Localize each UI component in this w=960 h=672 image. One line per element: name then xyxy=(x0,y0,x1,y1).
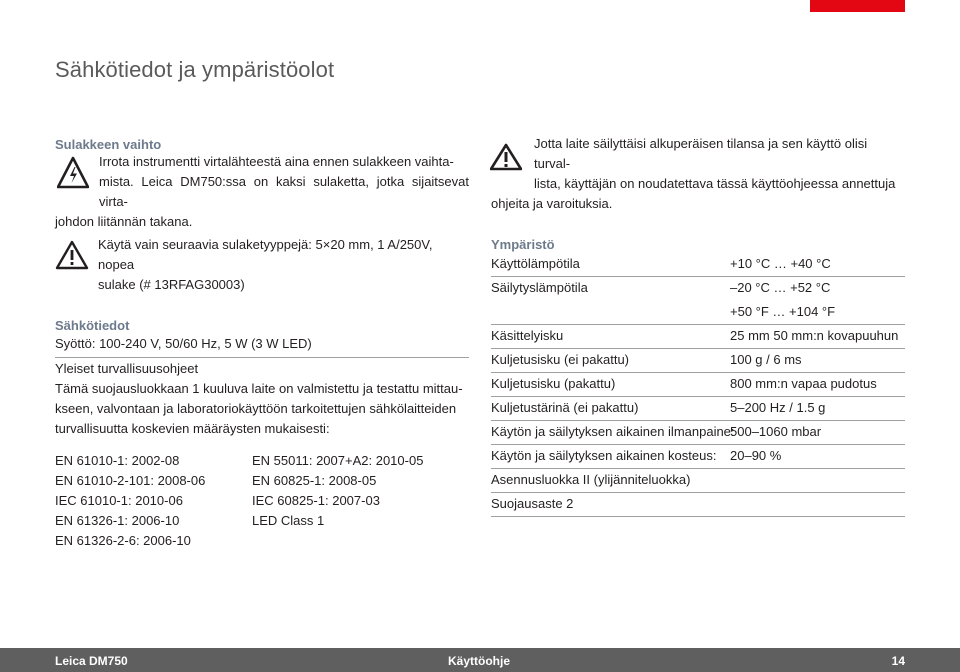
electrical-title: Sähkötiedot xyxy=(55,318,130,333)
env-value: +10 °C … +40 °C xyxy=(730,256,831,271)
warning-icon xyxy=(55,240,89,270)
fuse-types-line-2: sulake (# 13RFAG30003) xyxy=(98,277,245,292)
table-row xyxy=(491,301,905,325)
general-safety-line-3: turvallisuutta koskevien määräysten mukaisesti: xyxy=(55,421,330,436)
env-label: Käyttölämpötila xyxy=(491,256,580,271)
env-label: Säilytyslämpötila xyxy=(491,280,588,295)
table-row xyxy=(491,349,905,373)
env-label: Käytön ja säilytyksen aikainen kosteus: xyxy=(491,448,717,463)
env-value: 20–90 % xyxy=(730,448,782,463)
divider xyxy=(55,357,469,358)
general-safety-title: Yleiset turvallisuusohjeet xyxy=(55,361,199,376)
standard-item: EN 61010-2-101: 2008-06 xyxy=(55,473,206,488)
env-label: Käsittelyisku xyxy=(491,328,564,343)
env-label: Kuljetusisku (ei pakattu) xyxy=(491,352,630,367)
fuse-change-line-1: Irrota instrumentti virtalähteestä aina ennen sulakkeen vaihta- xyxy=(99,154,454,169)
footer-product: Leica DM750 xyxy=(55,654,128,668)
storage-warning-line-1: Jotta laite säilyttäisi alkuperäisen tilansa ja sen käyttö olisi turval- xyxy=(534,136,868,171)
fuse-change-title: Sulakkeen vaihto xyxy=(55,137,162,152)
general-safety-line-1: Tämä suojausluokkaan 1 kuuluva laite on valmistettu ja testattu mittau- xyxy=(55,381,463,396)
standard-item: EN 61010-1: 2002-08 xyxy=(55,453,180,468)
standard-item: IEC 61010-1: 2010-06 xyxy=(55,493,183,508)
env-label: Kuljetusisku (pakattu) xyxy=(491,376,616,391)
standard-item: EN 55011: 2007+A2: 2010-05 xyxy=(252,453,424,468)
table-row xyxy=(491,277,905,301)
standards-list-left xyxy=(55,451,205,551)
accent-bar xyxy=(810,0,905,12)
storage-warning-text xyxy=(491,134,905,214)
env-value: 25 mm 50 mm:n kovapuuhun xyxy=(730,328,899,343)
table-row xyxy=(491,421,905,445)
env-value: +50 °F … +104 °F xyxy=(730,304,836,319)
fuse-change-line-2: mista. Leica DM750:ssa on kaksi sulaketta, jotka sijaitsevat virta- xyxy=(99,174,469,209)
env-label: Asennusluokka II (ylijänniteluokka) xyxy=(491,472,691,487)
env-value: 500–1060 mbar xyxy=(730,424,822,439)
page-title: Sähkötiedot ja ympäristöolot xyxy=(55,57,335,82)
env-value: 100 g / 6 ms xyxy=(730,352,802,367)
fuse-types-text xyxy=(98,235,470,295)
env-value: 800 mm:n vapaa pudotus xyxy=(730,376,877,391)
fuse-types-line-1: Käytä vain seuraavia sulaketyyppejä: 5×20 mm, 1 A/250V, nopea xyxy=(98,237,433,272)
storage-warning-line-3: ohjeita ja varoituksia. xyxy=(491,196,613,211)
table-row xyxy=(491,253,905,277)
env-label: Suojausaste 2 xyxy=(491,496,574,511)
table-row xyxy=(491,325,905,349)
table-row xyxy=(491,445,905,469)
table-row xyxy=(491,469,905,493)
environment-title: Ympäristö xyxy=(491,237,555,252)
env-label: Kuljetustärinä (ei pakattu) xyxy=(491,400,639,415)
fuse-change-text xyxy=(55,152,469,232)
general-safety-line-2: kseen, valvontaan ja laboratoriokäyttöön tarkoitettujen sähkölaitteiden xyxy=(55,401,457,416)
environment-table xyxy=(491,253,905,517)
general-safety xyxy=(55,359,469,439)
standard-item: LED Class 1 xyxy=(252,513,325,528)
table-row xyxy=(491,373,905,397)
table-row xyxy=(491,493,905,517)
electrical-supply: Syöttö: 100-240 V, 50/60 Hz, 5 W (3 W LED) xyxy=(55,336,312,351)
storage-warning-line-2: lista, käyttäjän on noudatettava tässä käyttöohjeessa annettuja xyxy=(534,176,896,191)
standard-item: IEC 60825-1: 2007-03 xyxy=(252,493,380,508)
env-value: 5–200 Hz / 1.5 g xyxy=(730,400,826,415)
footer-doc-title: Käyttöohje xyxy=(448,654,511,668)
standards-list-right xyxy=(252,451,423,531)
env-label: Käytön ja säilytyksen aikainen ilmanpaine: xyxy=(491,424,735,439)
fuse-change-line-3: johdon liitännän takana. xyxy=(55,214,193,229)
page-footer xyxy=(0,648,960,672)
env-value: –20 °C … +52 °C xyxy=(730,280,831,295)
standard-item: EN 61326-2-6: 2006-10 xyxy=(55,533,191,548)
table-row xyxy=(491,397,905,421)
standard-item: EN 61326-1: 2006-10 xyxy=(55,513,180,528)
standard-item: EN 60825-1: 2008-05 xyxy=(252,473,377,488)
footer-page-number: 14 xyxy=(891,654,905,668)
